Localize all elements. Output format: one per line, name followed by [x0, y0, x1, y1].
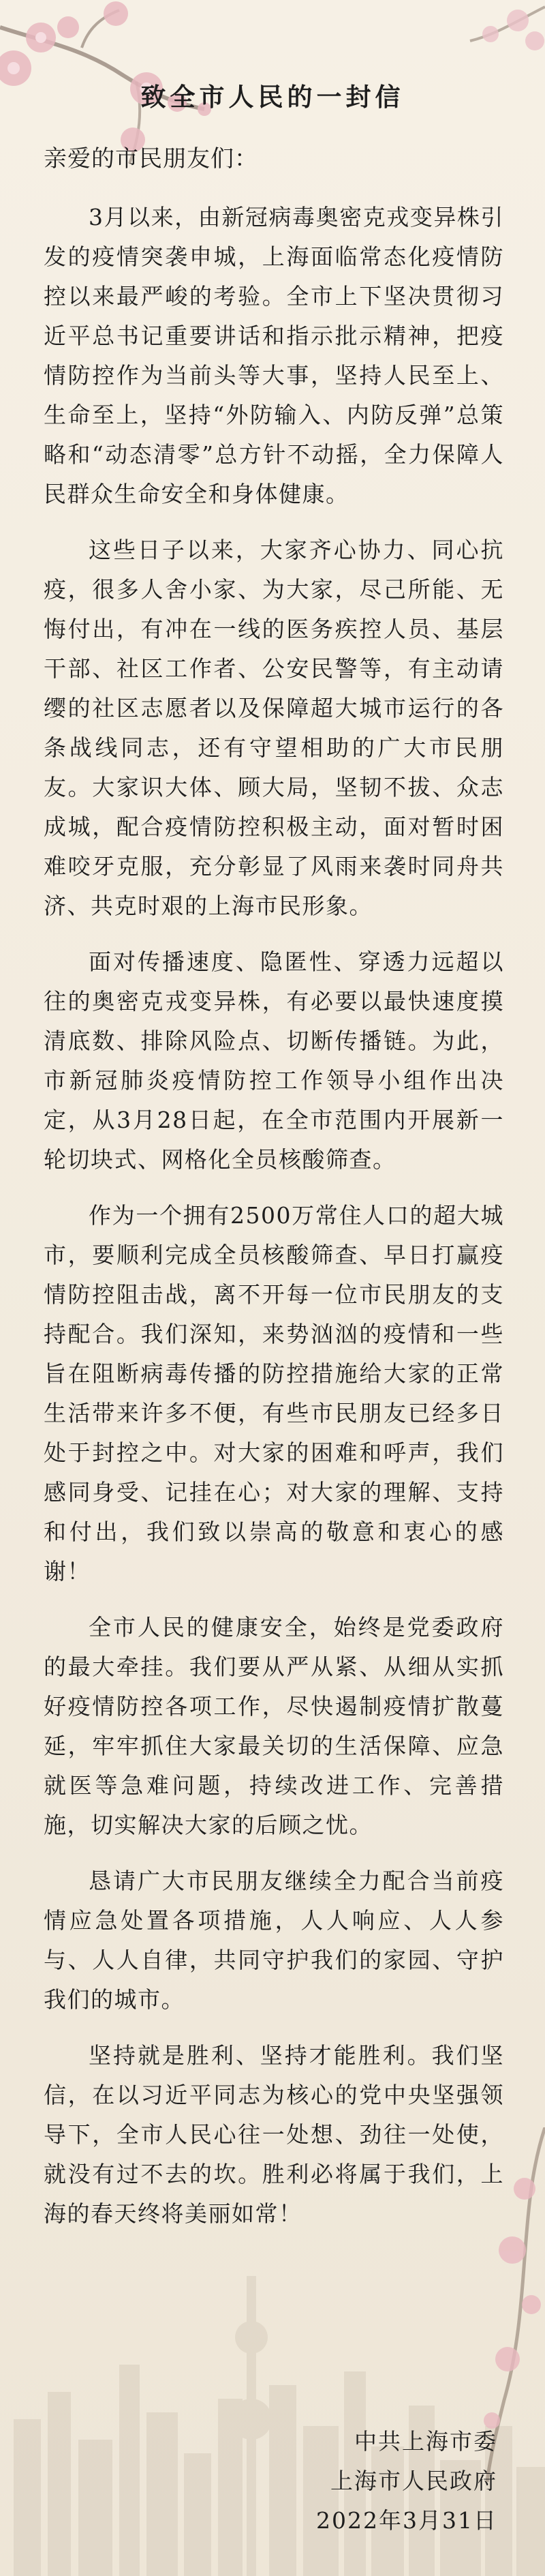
- letter-title: 致全市人民的一封信: [140, 82, 405, 112]
- letter-salutation: 亲爱的市民朋友们：: [44, 145, 258, 173]
- letter-signature: [316, 2422, 497, 2541]
- paragraph-6: 恳请广大市民朋友继续全力配合当前疫情应急处置各项措施，人人响应、人人参与、人人自律，共同守护我们的家园、守护我们的城市。: [44, 1868, 504, 2013]
- plum-blossom-top-right: [443, 0, 545, 82]
- paragraph-1: 3月以来，由新冠病毒奥密克戎变异株引发的疫情突袭申城，上海面临常态化疫情防控以来最严峻的考验。全市上下坚决贯彻习近平总书记重要讲话和指示批示精神，把疫情防控作为当前头等大事，坚持人民至上、生命至上，坚持“外防输入、内防反弹”总策略和“动态清零”总方针不动摇，全力保障人民群众生命安全和身体健康。: [44, 204, 504, 507]
- signature-org-party: 中共上海市委: [354, 2428, 497, 2455]
- paragraph-5: 全市人民的健康安全，始终是党委政府的最大牵挂。我们要从严从紧、从细从实抓好疫情防控各项工作，尽快遏制疫情扩散蔓延，牢牢抓住大家最关切的生活保障、应急就医等急难问题，持续改进工作、完善措施，切实解决大家的后顾之忧。: [44, 1614, 504, 1838]
- paragraph-2: 这些日子以来，大家齐心协力、同心抗疫，很多人舍小家、为大家，尽己所能、无悔付出，有冲在一线的医务疾控人员、基层干部、社区工作者、公安民警等，有主动请缨的社区志愿者以及保障超大城市运行的各条战线同志，还有守望相助的广大市民朋友。大家识大体、顾大局，坚韧不拔、众志成城，配合疫情防控积极主动，面对暂时困难咬牙克服，充分彰显了风雨来袭时同舟共济、共克时艰的上海市民形象。: [44, 537, 504, 919]
- signature-org-government: 上海市人民政府: [330, 2468, 497, 2494]
- paragraph-3: 面对传播速度、隐匿性、穿透力远超以往的奥密克戎变异株，有必要以最快速度摸清底数、排除风险点、切断传播链。为此，市新冠肺炎疫情防控工作领导小组作出决定，从3月28日起，在全市范围内开展新一轮切块式、网格化全员核酸筛查。: [44, 948, 504, 1173]
- letter-body: [44, 198, 504, 2250]
- paragraph-7: 坚持就是胜利、坚持才能胜利。我们坚信，在以习近平同志为核心的党中央坚强领导下，全市人民心往一处想、劲往一处使，就没有过不去的坎。胜利必将属于我们，上海的春天终将美丽如常！: [44, 2042, 504, 2227]
- signature-date: 2022年3月31日: [316, 2507, 497, 2534]
- paragraph-4: 作为一个拥有2500万常住人口的超大城市，要顺利完成全员核酸筛查、早日打赢疫情防控阻击战，离不开每一位市民朋友的支持配合。我们深知，来势汹汹的疫情和一些旨在阻断病毒传播的防控措施给大家的正常生活带来许多不便，有些市民朋友已经多日处于封控之中。对大家的困难和呼声，我们感同身受、记挂在心；对大家的理解、支持和付出，我们致以崇高的敬意和衷心的感谢！: [44, 1202, 504, 1585]
